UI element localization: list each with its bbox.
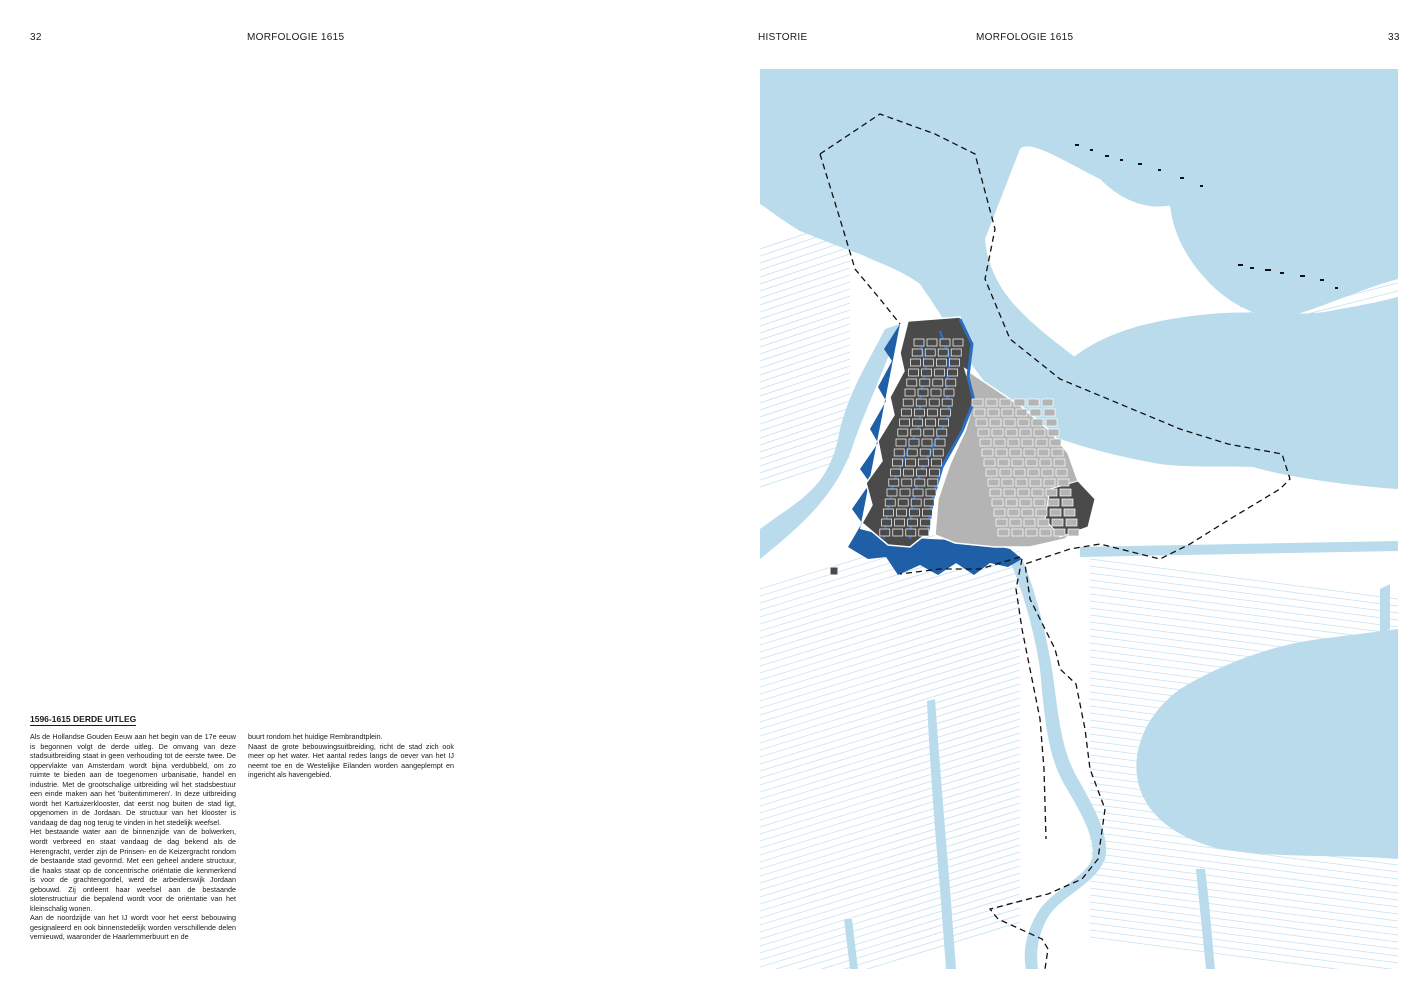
building-block bbox=[1042, 399, 1053, 406]
building-block bbox=[1030, 479, 1041, 486]
building-block bbox=[1064, 509, 1075, 516]
building-block bbox=[1004, 489, 1015, 496]
building-block bbox=[1052, 449, 1063, 456]
building-block bbox=[889, 479, 899, 486]
building-block bbox=[1024, 519, 1035, 526]
building-block bbox=[951, 349, 961, 356]
building-block bbox=[1048, 429, 1059, 436]
building-block bbox=[994, 509, 1005, 516]
building-block bbox=[887, 489, 897, 496]
building-block bbox=[904, 469, 914, 476]
building-block bbox=[909, 509, 919, 516]
building-block bbox=[918, 389, 928, 396]
building-block bbox=[930, 469, 940, 476]
building-block bbox=[894, 449, 904, 456]
building-block bbox=[1008, 439, 1019, 446]
shore-building bbox=[1280, 272, 1284, 274]
building-block bbox=[896, 509, 906, 516]
building-block bbox=[1028, 469, 1039, 476]
building-block bbox=[988, 409, 999, 416]
building-block bbox=[1020, 499, 1031, 506]
building-block bbox=[1062, 499, 1073, 506]
building-block bbox=[1002, 479, 1013, 486]
building-block bbox=[913, 419, 923, 426]
building-block bbox=[1004, 419, 1015, 426]
building-block bbox=[944, 389, 954, 396]
building-block bbox=[931, 389, 941, 396]
building-block bbox=[1024, 449, 1035, 456]
body-text-column-2 bbox=[248, 732, 454, 780]
building-block bbox=[896, 439, 906, 446]
building-block bbox=[942, 399, 952, 406]
shore-building bbox=[1138, 163, 1142, 165]
building-block bbox=[1036, 439, 1047, 446]
building-block bbox=[1042, 469, 1053, 476]
building-block bbox=[992, 429, 1003, 436]
building-block bbox=[984, 459, 995, 466]
shore-building bbox=[1250, 267, 1254, 269]
building-block bbox=[1006, 429, 1017, 436]
building-block bbox=[1032, 489, 1043, 496]
building-block bbox=[1038, 449, 1049, 456]
building-block bbox=[917, 469, 927, 476]
building-block bbox=[980, 439, 991, 446]
building-block bbox=[909, 369, 919, 376]
building-block bbox=[982, 449, 993, 456]
building-block bbox=[921, 519, 931, 526]
building-block bbox=[1014, 399, 1025, 406]
building-block bbox=[927, 409, 937, 416]
building-block bbox=[986, 399, 997, 406]
building-block bbox=[990, 419, 1001, 426]
building-block bbox=[986, 469, 997, 476]
building-block bbox=[933, 379, 943, 386]
building-block bbox=[1056, 469, 1067, 476]
building-block bbox=[1018, 419, 1029, 426]
building-block bbox=[911, 499, 921, 506]
building-block bbox=[907, 449, 917, 456]
shore-building bbox=[1320, 279, 1324, 281]
building-block bbox=[974, 409, 985, 416]
building-block bbox=[918, 459, 928, 466]
east-channel bbox=[1380, 584, 1390, 634]
building-block bbox=[1034, 429, 1045, 436]
building-block bbox=[1040, 529, 1051, 536]
building-block bbox=[892, 459, 902, 466]
building-block bbox=[1038, 519, 1049, 526]
building-block bbox=[903, 399, 913, 406]
left-page-number: 32 bbox=[30, 32, 42, 43]
building-block bbox=[938, 349, 948, 356]
right-running-title: MORFOLOGIE 1615 bbox=[976, 32, 1074, 43]
building-block bbox=[1036, 509, 1047, 516]
building-block bbox=[926, 419, 936, 426]
paragraph: Naast de grote bebouwingsuitbreiding, richt de stad zich ook meer op het water. Het aantal redes langs de oever van het IJ neemt toe en de Westelijke Eilanden worden aangeplempt en ingericht als havengebied. bbox=[248, 741, 454, 780]
building-block bbox=[908, 519, 918, 526]
building-block bbox=[1054, 529, 1065, 536]
building-block bbox=[912, 349, 922, 356]
building-block bbox=[996, 519, 1007, 526]
shore-building bbox=[1120, 159, 1123, 161]
building-block bbox=[1058, 479, 1069, 486]
building-block bbox=[898, 499, 908, 506]
building-block bbox=[891, 469, 901, 476]
building-block bbox=[1010, 519, 1021, 526]
building-block bbox=[976, 419, 987, 426]
building-block bbox=[913, 489, 923, 496]
building-block bbox=[935, 369, 945, 376]
paragraph: Als de Hollandse Gouden Eeuw aan het begin van de 17e eeuw is begonnen volgt de derde uitleg. De omvang van deze stadsuitbreiding staat in geen verhouding tot de eerste twee. De oppervlakte van Amsterdam wordt bijna verdubbeld, om zo ruimte te bieden aan de toegenomen urbanisatie, handel en industrie. Met de grootschalige uitbreiding wil het stadsbestuur een einde maken aan het 'buitentimmeren'. In deze uitbreiding wordt het Kartuizerklooster, dat eerst nog buiten de stad ligt, opgenomen in de Jordaan. De structuur van het klooster is vandaag de dag nog terug te vinden in het stedelijk weefsel. bbox=[30, 732, 236, 827]
building-block bbox=[990, 489, 1001, 496]
left-running-title: MORFOLOGIE 1615 bbox=[247, 32, 345, 43]
building-block bbox=[880, 529, 890, 536]
building-block bbox=[940, 339, 950, 346]
building-block bbox=[936, 359, 946, 366]
building-block bbox=[914, 409, 924, 416]
paragraph: buurt rondom het huidige Rembrandtplein. bbox=[248, 732, 383, 741]
shore-building bbox=[1335, 287, 1338, 289]
building-block bbox=[1032, 419, 1043, 426]
building-block bbox=[883, 509, 893, 516]
building-block bbox=[905, 459, 915, 466]
paragraph: Aan de noordzijde van het IJ wordt voor het eerst bebouwing gesignaleerd en ook binnenstedelijk worden verschillende delen vernieuwd, waaronder de Haarlemmerbuurt en de bbox=[30, 913, 236, 942]
building-block bbox=[920, 379, 930, 386]
building-block bbox=[1022, 439, 1033, 446]
building-block bbox=[948, 369, 958, 376]
building-block bbox=[922, 509, 932, 516]
building-block bbox=[1050, 439, 1061, 446]
building-block bbox=[928, 479, 938, 486]
building-block bbox=[927, 339, 937, 346]
building-block bbox=[910, 359, 920, 366]
building-block bbox=[939, 419, 949, 426]
building-block bbox=[1044, 479, 1055, 486]
building-block bbox=[922, 439, 932, 446]
building-block bbox=[907, 379, 917, 386]
shore-building bbox=[1158, 169, 1161, 171]
building-block bbox=[1002, 409, 1013, 416]
building-block bbox=[898, 429, 908, 436]
building-block bbox=[895, 519, 905, 526]
building-block bbox=[922, 369, 932, 376]
building-block bbox=[988, 479, 999, 486]
shore-building bbox=[1300, 275, 1305, 277]
building-block bbox=[915, 479, 925, 486]
section-title: 1596-1615 DERDE UITLEG bbox=[30, 714, 137, 724]
building-block bbox=[992, 499, 1003, 506]
right-section-label: HISTORIE bbox=[758, 32, 808, 43]
shore-building bbox=[1200, 185, 1203, 187]
building-block bbox=[926, 489, 936, 496]
building-block bbox=[882, 519, 892, 526]
shore-building bbox=[1180, 177, 1184, 179]
building-block bbox=[924, 499, 934, 506]
building-block bbox=[1052, 519, 1063, 526]
building-block bbox=[1008, 509, 1019, 516]
isolated-building bbox=[830, 567, 838, 575]
building-block bbox=[1000, 469, 1011, 476]
building-block bbox=[914, 339, 924, 346]
building-block bbox=[935, 439, 945, 446]
building-block bbox=[931, 459, 941, 466]
building-block bbox=[1046, 489, 1057, 496]
building-block bbox=[900, 489, 910, 496]
building-block bbox=[909, 439, 919, 446]
building-block bbox=[1018, 489, 1029, 496]
building-block bbox=[953, 339, 963, 346]
building-block bbox=[906, 529, 916, 536]
building-block bbox=[901, 409, 911, 416]
body-text-column-1 bbox=[30, 732, 236, 942]
building-block bbox=[933, 449, 943, 456]
building-block bbox=[1060, 489, 1071, 496]
building-block bbox=[919, 529, 929, 536]
building-block bbox=[1020, 429, 1031, 436]
building-block bbox=[1028, 399, 1039, 406]
building-block bbox=[994, 439, 1005, 446]
building-block bbox=[946, 379, 956, 386]
building-block bbox=[1050, 509, 1061, 516]
building-block bbox=[1006, 499, 1017, 506]
shore-building bbox=[1265, 269, 1271, 271]
paragraph: Het bestaande water aan de binnenzijde van de bolwerken, wordt verbreed en staat vandaag de dag bekend als de Herengracht, verder zijn de Prinsen- en de Keizergracht rondom de bestaande stad gevormd. Met een geheel andere structuur, die haaks staat op de concentrische oriëntatie die kenmerkend is voor de grachtengordel, werd de arbeiderswijk Jordaan gebouwd. Zij ontleent haar weefsel aan de bestaande slotenstructuur die bepalend wordt voor de oriëntatie van het kleinschalig wonen. bbox=[30, 827, 236, 913]
building-block bbox=[1016, 409, 1027, 416]
building-block bbox=[1054, 459, 1065, 466]
building-block bbox=[1016, 479, 1027, 486]
shore-building bbox=[1105, 155, 1109, 157]
building-block bbox=[1026, 459, 1037, 466]
building-block bbox=[916, 399, 926, 406]
building-block bbox=[1014, 469, 1025, 476]
building-block bbox=[940, 409, 950, 416]
building-block bbox=[996, 449, 1007, 456]
building-block bbox=[900, 419, 910, 426]
building-block bbox=[885, 499, 895, 506]
building-block bbox=[893, 529, 903, 536]
building-block bbox=[1026, 529, 1037, 536]
building-block bbox=[1068, 529, 1079, 536]
building-block bbox=[978, 429, 989, 436]
building-block bbox=[1044, 409, 1055, 416]
building-block bbox=[972, 399, 983, 406]
building-block bbox=[902, 479, 912, 486]
building-block bbox=[929, 399, 939, 406]
shore-building bbox=[1238, 264, 1243, 266]
building-block bbox=[1066, 519, 1077, 526]
building-block bbox=[998, 529, 1009, 536]
building-block bbox=[925, 349, 935, 356]
building-block bbox=[1048, 499, 1059, 506]
building-block bbox=[1046, 419, 1057, 426]
building-block bbox=[998, 459, 1009, 466]
building-block bbox=[905, 389, 915, 396]
building-block bbox=[1040, 459, 1051, 466]
shore-building bbox=[1075, 144, 1079, 146]
building-block bbox=[1000, 399, 1011, 406]
building-block bbox=[1012, 529, 1023, 536]
building-block bbox=[1022, 509, 1033, 516]
building-block bbox=[949, 359, 959, 366]
morphology-map-1615 bbox=[760, 69, 1398, 969]
building-block bbox=[1012, 459, 1023, 466]
building-block bbox=[911, 429, 921, 436]
building-block bbox=[920, 449, 930, 456]
building-block bbox=[1030, 409, 1041, 416]
building-block bbox=[937, 429, 947, 436]
building-block bbox=[1010, 449, 1021, 456]
shore-building bbox=[1090, 149, 1093, 151]
building-block bbox=[924, 429, 934, 436]
building-block bbox=[923, 359, 933, 366]
right-page-number: 33 bbox=[1388, 32, 1400, 43]
building-block bbox=[1034, 499, 1045, 506]
